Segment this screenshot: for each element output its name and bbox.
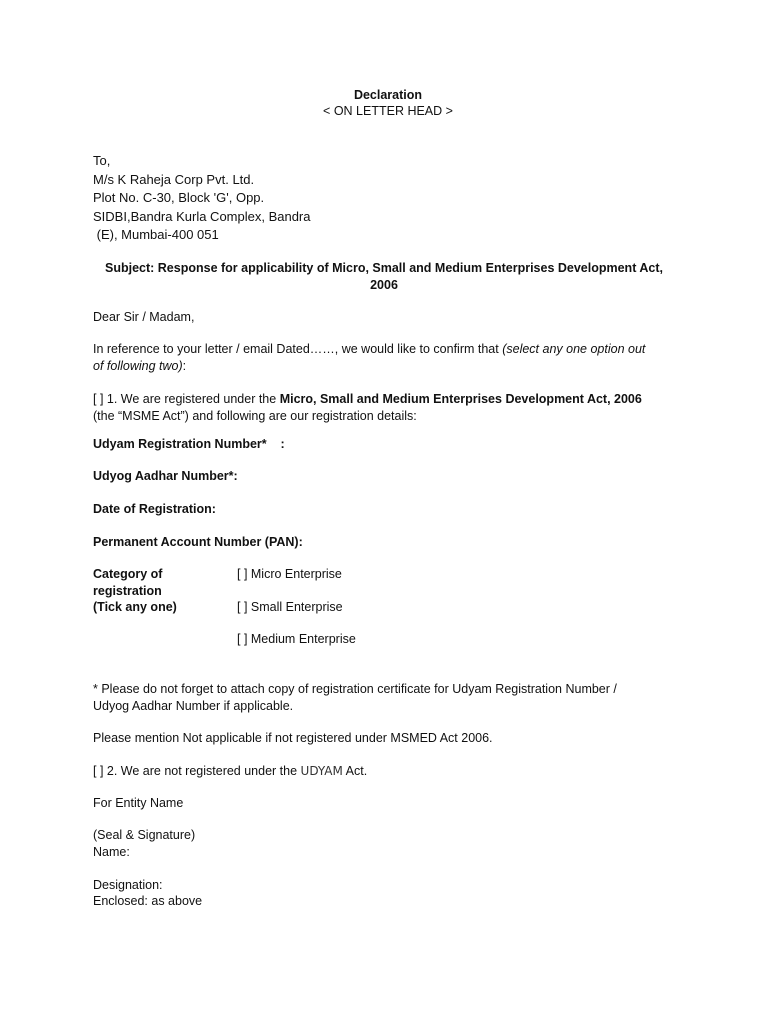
option-not-registered: [ ] 2. We are not registered under the UDYAM Act. bbox=[93, 764, 368, 778]
category-option-medium[interactable]: [ ] Medium Enterprise bbox=[237, 632, 356, 646]
letterhead-note: < ON LETTER HEAD > bbox=[323, 104, 453, 118]
intro-paragraph: In reference to your letter / email Dated……, we would like to confirm that (select any one option out of following two): bbox=[93, 342, 646, 373]
checkbox-not-registered[interactable]: [ ] 2. We are not registered under the bbox=[93, 764, 301, 778]
attachment-note: * Please do not forget to attach copy of registration certificate for Udyam Registration Number / Udyog Aadhar Number if applicable. bbox=[93, 682, 617, 713]
option-registered: [ ] 1. We are registered under the Micro, Small and Medium Enterprises Development Act, 2006 (the “MSME Act”) and following are our registration details: bbox=[93, 392, 642, 423]
address-line: Plot No. C-30, Block 'G', Opp. bbox=[93, 190, 265, 205]
mention-note: Please mention Not applicable if not registered under MSMED Act 2006. bbox=[93, 731, 493, 745]
checkbox-registered[interactable]: [ ] 1. We are registered under the bbox=[93, 392, 280, 406]
address-line: To, bbox=[93, 153, 111, 168]
address-line: M/s K Raheja Corp Pvt. Ltd. bbox=[93, 171, 255, 187]
field-pan: Permanent Account Number (PAN): bbox=[93, 535, 303, 549]
category-option-small[interactable]: [ ] Small Enterprise bbox=[237, 600, 343, 614]
designation-field: Designation: bbox=[93, 878, 163, 892]
enclosed-note: Enclosed: as above bbox=[93, 894, 203, 908]
field-udyam-number: Udyam Registration Number* : bbox=[93, 437, 285, 451]
address-line: (E), Mumbai-400 051 bbox=[93, 227, 219, 242]
field-aadhar-number: Udyog Aadhar Number*: bbox=[93, 469, 238, 483]
salutation: Dear Sir / Madam, bbox=[93, 310, 195, 324]
subject-line: Subject: Response for applicability of Micro, Small and Medium Enterprises Development Act, 2006 bbox=[105, 261, 663, 292]
document-title: Declaration bbox=[353, 88, 423, 102]
category-option-micro[interactable]: [ ] Micro Enterprise bbox=[237, 567, 342, 581]
field-registration-date: Date of Registration: bbox=[93, 502, 216, 516]
entity-name: For Entity Name bbox=[93, 796, 184, 810]
recipient-address bbox=[93, 152, 683, 245]
category-label: Category of registration (Tick any one) bbox=[93, 567, 177, 614]
address-line: SIDBI,Bandra Kurla Complex, Bandra bbox=[93, 208, 311, 224]
name-field: Name: bbox=[93, 845, 130, 859]
seal-signature: (Seal & Signature) bbox=[93, 828, 196, 842]
